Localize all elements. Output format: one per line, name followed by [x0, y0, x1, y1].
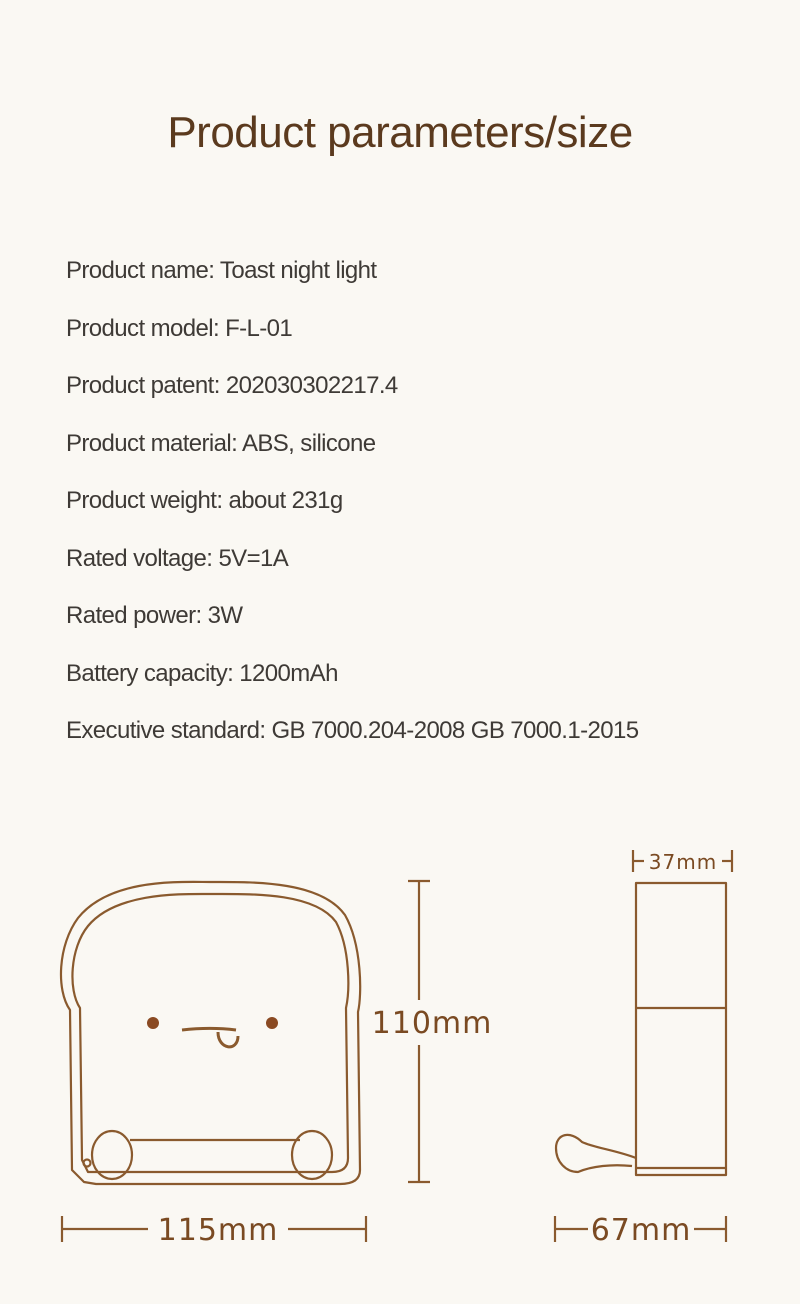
spec-product-material: Product material: ABS, silicone [66, 429, 376, 457]
spec-product-weight: Product weight: about 231g [66, 487, 343, 514]
toast-front-illustration [61, 882, 360, 1184]
toast-left-eye [147, 1017, 159, 1029]
spec-rated-power: Rated power: 3W [66, 602, 243, 629]
toast-right-eye [266, 1017, 278, 1029]
spec-product-model: Product model: F-L-01 [66, 314, 293, 342]
spec-executive-standard: Executive standard: GB 7000.204-2008 GB 7000.1-2015 [66, 717, 639, 744]
toast-button [84, 1160, 91, 1167]
spec-battery-capacity: Battery capacity: 1200mAh [66, 659, 338, 687]
toast-side-illustration [556, 883, 726, 1175]
toast-mouth [182, 1029, 236, 1031]
side-body [636, 883, 726, 1175]
toast-tongue [218, 1032, 238, 1047]
height-label: 110mm [371, 1006, 493, 1041]
thickness-label: 37mm [648, 850, 718, 874]
toast-outline-outer [61, 882, 360, 1184]
depth-label: 67mm [590, 1213, 692, 1248]
page-title: Product parameters/size [167, 108, 633, 157]
spec-product-name: Product name: Toast night light [66, 257, 377, 284]
spec-rated-voltage: Rated voltage: 5V=1A [66, 544, 289, 572]
width-label: 115mm [157, 1213, 279, 1248]
spec-product-patent: Product patent: 202030302217.4 [66, 372, 398, 399]
side-hand [556, 1135, 636, 1172]
